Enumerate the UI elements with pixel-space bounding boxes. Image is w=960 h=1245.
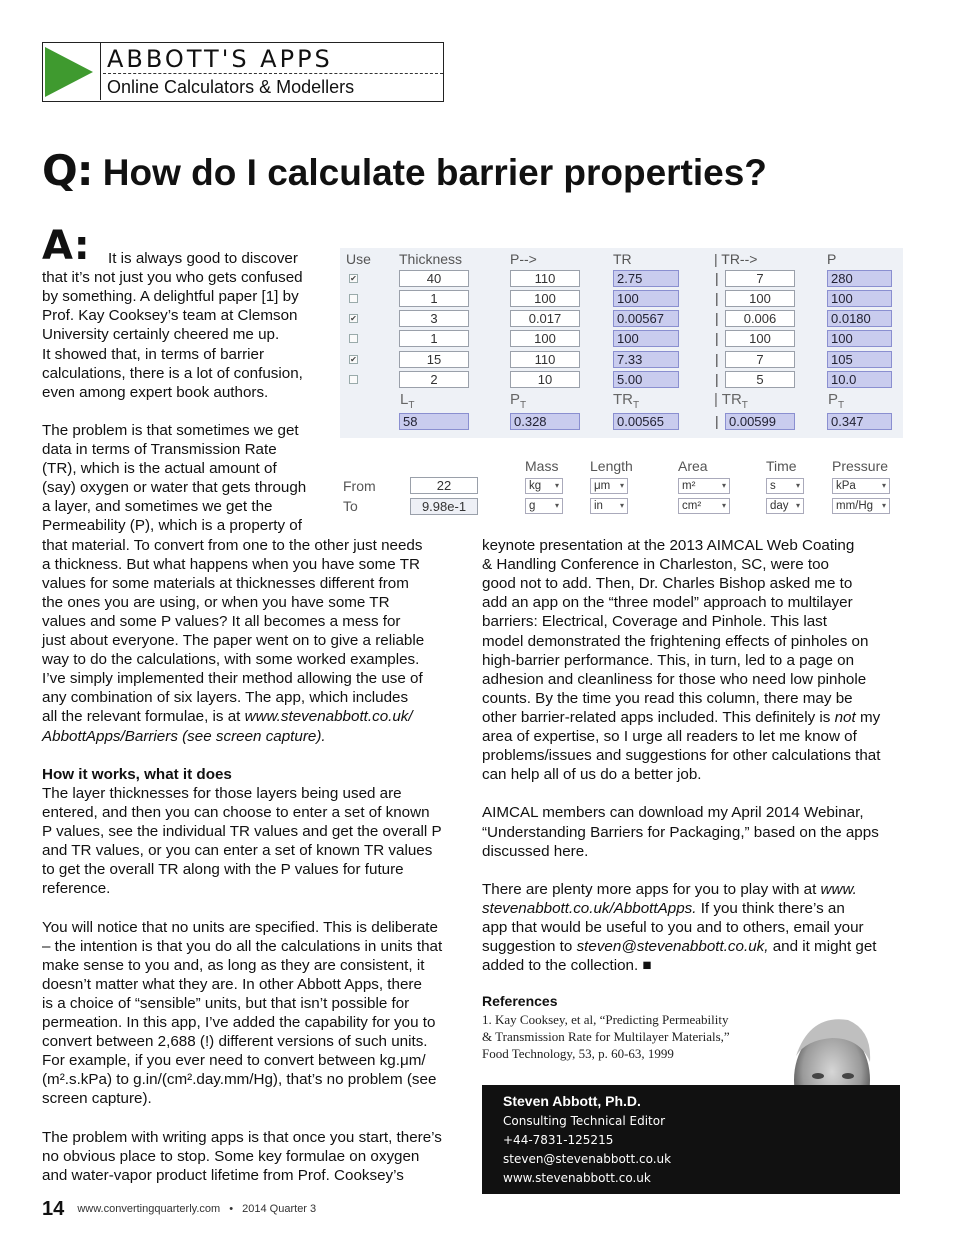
left-col-line: doesn’t matter what they are. In other Abbott Apps, there [42, 975, 422, 993]
total-tr2-output: 0.00599 [725, 413, 795, 430]
left-col-line: The layer thicknesses for those layers being used are [42, 784, 402, 802]
left-col-line: the ones you are using, or when you have some TR [42, 593, 390, 611]
tr-input[interactable]: 7 [725, 351, 795, 368]
from-unit-select[interactable]: s ▾ [766, 478, 804, 494]
p-output: 100 [827, 330, 892, 347]
use-checkbox[interactable] [349, 294, 358, 303]
logo-tagline: Online Calculators & Modellers [107, 77, 355, 97]
tr-output: 5.00 [613, 371, 679, 388]
thickness-input[interactable]: 2 [399, 371, 469, 388]
left-col-line: AbbottApps/Barriers (see screen capture). [42, 727, 326, 745]
left-col-line: no obvious place to stop. Some key formulae on oxygen [42, 1147, 420, 1165]
total-tr-output: 0.00565 [613, 413, 679, 430]
p-input[interactable]: 110 [510, 351, 580, 368]
left-col-line: any combination of six layers. The app, which includes [42, 689, 409, 707]
p-output: 0.0180 [827, 310, 892, 327]
from-unit-select[interactable]: m² ▾ [678, 478, 730, 494]
left-col-line: even among expert book authors. [42, 383, 269, 401]
left-col-line: (TR), which is the actual amount of [42, 460, 277, 478]
logo-divider [103, 73, 443, 74]
magazine-column-logo [42, 42, 444, 102]
unit-header: Pressure [832, 458, 889, 474]
from-unit-select[interactable]: kg ▾ [525, 478, 563, 494]
reference-line: & Transmission Rate for Multilayer Materials,” [482, 1029, 730, 1044]
footer-issue: 2014 Quarter 3 [242, 1203, 317, 1215]
left-col-line: that material. To convert from one to the other just needs [42, 536, 423, 554]
tr-output: 100 [613, 290, 679, 307]
left-col-line: and water-vapor product lifetime from Prof. Cooksey’s [42, 1166, 404, 1184]
tr-input[interactable]: 100 [725, 330, 795, 347]
left-col-line: convert between 2,688 (!) different versions of such units. [42, 1033, 428, 1051]
tr-bar: | [715, 413, 719, 429]
tr-output: 0.00567 [613, 310, 679, 327]
title-q: Q: [42, 146, 93, 195]
app-col-header: P--> [510, 251, 537, 267]
author-role: Consulting Technical Editor [503, 1114, 666, 1128]
tr-input[interactable]: 5 [725, 371, 795, 388]
reference-line: 1. Kay Cooksey, et al, “Predicting Permeability [482, 1012, 729, 1027]
play-triangle-icon [45, 47, 93, 97]
p-output: 100 [827, 290, 892, 307]
page-number: 14 [42, 1198, 65, 1220]
thickness-input[interactable]: 15 [399, 351, 469, 368]
left-col-line: way to do the calculations, with some worked examples. [42, 651, 420, 669]
total-label-sub: T [741, 400, 748, 411]
answer-dropcap: A: [42, 223, 90, 269]
app-col-header: Thickness [399, 251, 463, 267]
footer-site[interactable]: www.convertingquarterly.com [77, 1203, 221, 1215]
left-col-line: Permeability (P), which is a property of [42, 517, 302, 535]
left-col-line: make sense to you and, as long as they are consistent, it [42, 956, 425, 974]
left-col-line: University certainly cheered me up. [42, 326, 280, 344]
total-label-sub: T [838, 400, 845, 411]
right-col-line: counts. By the time you read this column, there may be [482, 689, 853, 707]
to-unit-select[interactable]: mm/Hg ▾ [832, 498, 890, 514]
use-checkbox[interactable] [349, 375, 358, 384]
left-col-line: (m².s.kPa) to g.in/(cm².day.mm/Hg), that’s no problem (see [42, 1071, 437, 1089]
use-checkbox[interactable]: ✔ [350, 355, 357, 364]
left-col-line: You will notice that no units are specified. This is deliberate [42, 918, 438, 936]
to-unit-select[interactable]: cm² ▾ [678, 498, 730, 514]
total-label [400, 391, 414, 411]
to-value-output: 9.98e-1 [410, 498, 478, 515]
to-label: To [343, 498, 358, 514]
left-col-line: It showed that, in terms of barrier [42, 345, 264, 363]
left-col-line: a thickness. But what happens when you have some TR [42, 555, 420, 573]
right-col-line: app that would be useful to you and to others, email your [482, 919, 864, 936]
right-col-line: keynote presentation at the 2013 AIMCAL Web Coating [482, 537, 855, 554]
tr-bar: | [715, 270, 719, 286]
right-col-line: high-barrier performance. This, in turn, led to a page on [482, 651, 855, 669]
p-output: 10.0 [827, 371, 892, 388]
left-col-line: I’ve simply implemented their method allowing the use of [42, 670, 423, 688]
title-text: How do I calculate barrier properties? [102, 152, 767, 193]
right-col-line: There are plenty more apps for you to play with at www. [482, 880, 857, 898]
left-col-line: The problem with writing apps is that once you start, there’s [42, 1128, 442, 1146]
left-col-line: For example, if you ever need to convert between kg.μm/ [42, 1052, 426, 1070]
total-label-text: TR [613, 391, 633, 408]
use-checkbox[interactable]: ✔ [350, 274, 357, 283]
author-website[interactable]: www.stevenabbott.co.uk [503, 1171, 651, 1185]
left-col-line: reference. [42, 880, 111, 898]
right-col-line: barriers: Electrical, Coverage and Pinhole. This last [482, 613, 827, 631]
p-input[interactable]: 100 [510, 330, 580, 347]
from-label: From [343, 478, 376, 494]
left-col-line: is a choice of “sensible” units, but that isn’t possible for [42, 994, 410, 1012]
right-col-line: area of expertise, so I urge all readers to let me know of [482, 728, 857, 745]
p-input[interactable]: 0.017 [510, 310, 580, 327]
left-col-line: P values, see the individual TR values and get the overall P [42, 823, 442, 840]
from-value-input[interactable]: 22 [410, 477, 478, 494]
left-col-line: all the relevant formulae, is at www.stevenabbott.co.uk/ [42, 708, 413, 726]
use-checkbox[interactable] [349, 334, 358, 343]
tr-bar: | [715, 310, 719, 326]
left-col-line: to get the overall TR along with the P values for future [42, 861, 404, 879]
reference-line: Food Technology, 53, p. 60-63, 1999 [482, 1046, 674, 1061]
right-col-line: add an app on the “three model” approach to multilayer [482, 594, 853, 612]
left-col-line: that it’s not just you who gets confused [42, 269, 303, 287]
total-label-text: P [828, 391, 839, 408]
unit-header: Length [590, 458, 633, 474]
left-col-line: and TR values, or you can enter a set of known TR values [42, 842, 433, 860]
right-col-line: problems/issues and suggestions for other calculations that [482, 747, 881, 765]
right-col-line: suggestion to steven@stevenabbott.co.uk, and it might get [482, 938, 877, 956]
total-l-output: 58 [399, 413, 469, 430]
left-col-line: permeation. In this app, I’ve added the capability for you to [42, 1014, 436, 1031]
logo-triangle-box [43, 43, 101, 100]
page-footer [42, 1198, 316, 1221]
author-name: Steven Abbott, Ph.D. [503, 1093, 641, 1109]
left-col-line: screen capture). [42, 1090, 152, 1108]
thickness-input[interactable]: 3 [399, 310, 469, 327]
right-col-line: discussed here. [482, 842, 589, 860]
right-col-line: added to the collection. ■ [482, 957, 652, 975]
tr-input[interactable]: 100 [725, 290, 795, 307]
tr-bar: | [715, 351, 719, 367]
to-unit-select[interactable]: in ▾ [590, 498, 628, 514]
p-input[interactable]: 10 [510, 371, 580, 388]
left-col-line: values and some P values? It all becomes a mess for [42, 612, 401, 630]
p-output: 105 [827, 351, 892, 368]
total-p2-output: 0.347 [827, 413, 892, 430]
unit-header: Mass [525, 458, 559, 474]
to-unit-select[interactable]: g ▾ [525, 498, 563, 514]
use-checkbox[interactable]: ✔ [350, 314, 357, 323]
tr-bar: | [715, 290, 719, 306]
author-email[interactable]: steven@stevenabbott.co.uk [503, 1152, 672, 1166]
unit-header: Area [678, 458, 708, 474]
tr-output: 7.33 [613, 351, 679, 368]
app-col-header: TR [613, 251, 632, 267]
left-col-line: Prof. Kay Cooksey’s team at Clemson [42, 307, 298, 325]
p-input[interactable]: 110 [510, 270, 580, 287]
from-unit-select[interactable]: kPa ▾ [832, 478, 890, 494]
left-col-line: The problem is that sometimes we get [42, 421, 299, 439]
p-output: 280 [827, 270, 892, 287]
total-label-sub: T [408, 400, 415, 411]
total-label-sub: T [520, 400, 527, 411]
left-col-line: by something. A delightful paper [1] by [42, 288, 299, 306]
right-col-line: adhesion and cleanliness for those who need low pinhole [482, 670, 867, 688]
tr-bar: | [715, 371, 719, 387]
tr-input[interactable]: 0.006 [725, 310, 795, 327]
total-label-sub: T [633, 400, 640, 411]
from-unit-select[interactable]: μm ▾ [590, 478, 628, 494]
right-col-line: good not to add. Then, Dr. Charles Bishop asked me to [482, 575, 853, 593]
thickness-input[interactable]: 1 [399, 330, 469, 347]
footer-separator: • [229, 1203, 234, 1215]
tr-output: 100 [613, 330, 679, 347]
total-label [828, 391, 844, 411]
p-input[interactable]: 100 [510, 290, 580, 307]
app-col-header: Use [346, 251, 371, 267]
app-col-header: P [827, 251, 837, 267]
right-col-line: stevenabbott.co.uk/AbbottApps. If you think there’s an [482, 899, 845, 917]
total-label-text: L [400, 391, 409, 408]
left-col-line: entered, and then you can choose to enter a set of known [42, 803, 430, 821]
thickness-input[interactable]: 40 [399, 270, 469, 287]
left-col-line: values for some materials at thicknesses different from [42, 574, 409, 592]
left-col-line: It is always good to discover [108, 250, 298, 267]
to-unit-select[interactable]: day ▾ [766, 498, 804, 514]
left-col-line: calculations, there is a lot of confusion, [42, 364, 303, 382]
references-list [482, 1011, 730, 1062]
right-col-line: AIMCAL members can download my April 2014 Webinar, [482, 804, 864, 822]
left-col-line: How it works, what it does [42, 765, 232, 783]
total-p-output: 0.328 [510, 413, 580, 430]
thickness-input[interactable]: 1 [399, 290, 469, 307]
unit-header: Time [766, 458, 797, 474]
total-label [714, 391, 748, 411]
right-col-line: other barrier-related apps included. This definitely is not my [482, 708, 881, 726]
author-phone: +44-7831-125215 [503, 1133, 614, 1147]
left-col-line: – the intention is that you do all the calculations in units that [42, 937, 443, 955]
left-col-line: just about everyone. The paper went on to give a reliable [42, 632, 425, 649]
total-label-text: | TR [714, 391, 742, 408]
logo-brand: ABBOTT'S APPS [107, 45, 333, 73]
app-col-header: | TR--> [714, 251, 758, 267]
tr-bar: | [715, 330, 719, 346]
right-col-line: model demonstrated the frightening effects of pinholes on [482, 632, 869, 650]
total-label [510, 391, 526, 411]
references-heading: References [482, 993, 558, 1009]
tr-input[interactable]: 7 [725, 270, 795, 287]
left-col-line: a layer, and sometimes we get the [42, 498, 273, 516]
barrier-app-screenshot [340, 248, 903, 518]
left-col-line: data in terms of Transmission Rate [42, 441, 277, 458]
right-col-line: “Understanding Barriers for Packaging,” based on the apps [482, 823, 879, 841]
author-bio-box [482, 1085, 900, 1194]
tr-output: 2.75 [613, 270, 679, 287]
left-col-line: (say) oxygen or water that gets through [42, 479, 307, 497]
right-col-line: can help all of us do a better job. [482, 766, 702, 784]
page-title [42, 146, 767, 195]
total-label [613, 391, 639, 411]
total-label-text: P [510, 391, 521, 408]
right-col-line: & Handling Conference in Charleston, SC, were too [482, 556, 829, 574]
